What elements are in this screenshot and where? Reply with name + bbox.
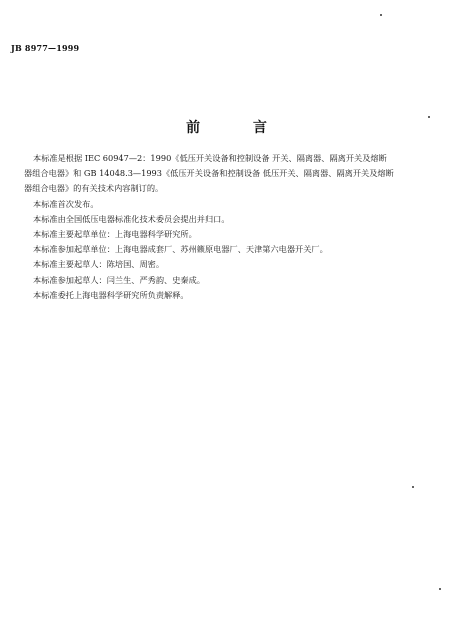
- paragraph-proposer: 本标准由全国低压电器标准化技术委员会提出并归口。: [33, 213, 230, 224]
- scan-speck: [428, 116, 430, 118]
- paragraph-basis-line-3: 器组合电器》的有关技术内容制订的。: [24, 183, 164, 194]
- scan-speck: [412, 486, 414, 488]
- paragraph-main-drafting-unit: 本标准主要起草单位：上海电器科学研究所。: [33, 229, 197, 240]
- standard-code: JB 8977—1999: [11, 43, 80, 53]
- paragraph-main-drafters: 本标准主要起草人：陈培国、周密。: [33, 259, 165, 270]
- paragraph-participating-drafters: 本标准参加起草人：闫兰生、严秀韵、史秦成。: [33, 274, 205, 285]
- foreword-body: [24, 151, 434, 303]
- page-title: 前 言: [186, 120, 291, 136]
- paragraph-basis-line-2: 器组合电器》和 GB 14048.3—1993《低压开关设备和控制设备 低压开关、隔离器、隔离开关及熔断: [24, 168, 394, 179]
- paragraph-first-release: 本标准首次发布。: [33, 198, 99, 209]
- paragraph-interpretation: 本标准委托上海电器科学研究所负责解释。: [33, 289, 189, 300]
- scan-speck: [439, 588, 441, 590]
- scan-speck: [380, 14, 382, 16]
- paragraph-participating-units: 本标准参加起草单位：上海电器成套厂、苏州籁原电器厂、天津第六电器开关厂。: [33, 244, 328, 255]
- paragraph-basis-line-1: 本标准是根据 IEC 60947—2：1990《低压开关设备和控制设备 开关、隔离器、隔离开关及熔断: [33, 153, 387, 163]
